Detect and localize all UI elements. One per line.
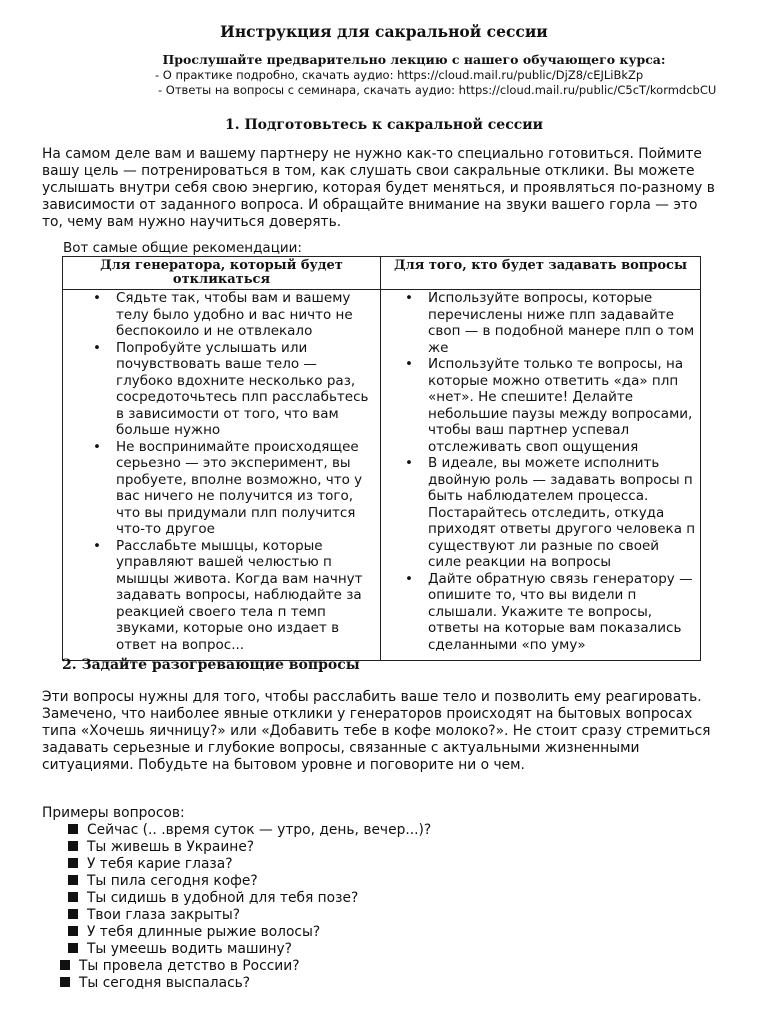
section1-heading: 1. Подготовьтесь к сакральной сессии	[224, 117, 544, 133]
left-column-header: Для генератора, который будет откликаться	[63, 257, 381, 290]
table-header-row	[63, 257, 701, 290]
right-column-header: Для того, кто будет задавать вопросы	[381, 257, 701, 290]
list-item: • В идеале, вы можете исполнить двойную роль — задавать вопросы п быть наблюдателем процесса. Постарайтесь отследить, откуда приходят ответы другого человека п существуют ли разные по своей силе реакции на вопросы	[405, 455, 700, 571]
table-body-row	[63, 290, 701, 661]
left-column-cell	[63, 290, 381, 661]
square-bullet-icon	[68, 858, 78, 868]
audio-link-seminar[interactable]: - Ответы на вопросы с семинара, скачать аудио: https://cloud.mail.ru/public/C5cT/kormdcbCU	[158, 83, 717, 97]
list-item: • Не воспринимайте происходящее серьезно — это эксперимент, вы пробуете, вполне возможно, что у вас ничего не получится из того, что вы придумали плп получится что-то другое	[93, 439, 380, 538]
list-item: Сейчас (.. .время суток — утро, день, вечер...)?	[68, 822, 431, 839]
square-bullet-icon	[68, 875, 78, 885]
list-item: • Сядьте так, чтобы вам и вашему телу было удобно и вас ничто не беспокоило и не отвлекало	[93, 290, 380, 340]
square-bullet-icon	[60, 977, 70, 987]
list-item: Ты умеешь водить машину?	[68, 941, 292, 958]
section2-heading: 2. Задайте разогревающие вопросы	[62, 657, 360, 673]
intro-lead: Прослушайте предварительно лекцию с нашего обучающего курса:	[162, 52, 666, 67]
square-bullet-icon	[68, 824, 78, 834]
list-item: Ты сегодня выспалась?	[60, 975, 250, 992]
recommendations-label: Вот самые общие рекомендации:	[63, 240, 302, 256]
list-item: Твои глаза закрыты?	[68, 907, 240, 924]
list-item: • Используйте только те вопросы, на которые можно ответить «да» плп «нет». Не спешите! Делайте небольшие паузы между вопросами, чтобы ваш партнер успевал отслеживать своп ощущения	[405, 356, 700, 455]
section1-paragraph: На самом деле вам и вашему партнеру не нужно как-то специально готовиться. Поймите вашу цель — потренироваться в том, как слушать свои сакральные отклики. Вы можете услышать внутри себя свою энергию, которая будет меняться, и проявляться по-разному в зависимости от заданного вопроса. И обращайте внимание на звуки вашего горла — это то, чему вам нужно научиться доверять.	[42, 146, 715, 230]
list-item: Ты живешь в Украине?	[68, 839, 254, 856]
right-column-cell	[381, 290, 701, 661]
square-bullet-icon	[68, 892, 78, 902]
square-bullet-icon	[60, 960, 70, 970]
list-item: • Используйте вопросы, которые перечислены ниже плп задавайте своп — в подобной манере плп о том же	[405, 290, 700, 356]
list-item: Ты пила сегодня кофе?	[68, 873, 258, 890]
list-item: • Дайте обратную связь генератору — опишите то, что вы видели п слышали. Укажите те вопросы, ответы на которые вам показались сделанными «по уму»	[405, 571, 700, 654]
intro-block	[0, 52, 768, 98]
recommendations-table	[62, 256, 701, 661]
square-bullet-icon	[68, 841, 78, 851]
square-bullet-icon	[68, 909, 78, 919]
list-item: • Расслабьте мышцы, которые управляют вашей челюстью п мышцы живота. Когда вам начнут задавать вопросы, наблюдайте за реакцией своего тела п темп звуками, которые оно издает в ответ на вопрос...	[93, 538, 380, 654]
section2-paragraph: Эти вопросы нужны для того, чтобы расслабить ваше тело и позволить ему реагировать. Замечено, что наиболее явные отклики у генераторов происходят на бытовых вопросах типа «Хочешь яичницу?» или «Добавить тебе в кофе молоко?». Не стоит сразу стремиться задавать серьезные и глубокие вопросы, связанные с актуальными жизненными ситуациями. Побудьте на бытовом уровне и поговорите ни о чем.	[42, 689, 711, 773]
list-item: • Попробуйте услышать или почувствовать ваше тело — глубоко вдохните несколько раз, сосредоточьтесь плп расслабьтесь в зависимости от того, что вам больше нужно	[93, 340, 380, 439]
list-item: Ты провела детство в России?	[60, 958, 300, 975]
list-item: Ты сидишь в удобной для тебя позе?	[68, 890, 358, 907]
list-item: У тебя карие глаза?	[68, 856, 233, 873]
square-bullet-icon	[68, 926, 78, 936]
audio-link-practice[interactable]: - О практике подробно, скачать аудио: https://cloud.mail.ru/public/DjZ8/cEJLiBkZp	[155, 68, 644, 82]
page-title: Инструкция для сакральной сессии	[220, 22, 548, 41]
list-item: У тебя длинные рыжие волосы?	[68, 924, 320, 941]
generator-recommendations	[63, 290, 380, 653]
asker-recommendations	[381, 290, 700, 653]
square-bullet-icon	[68, 943, 78, 953]
examples-label: Примеры вопросов:	[42, 805, 185, 821]
